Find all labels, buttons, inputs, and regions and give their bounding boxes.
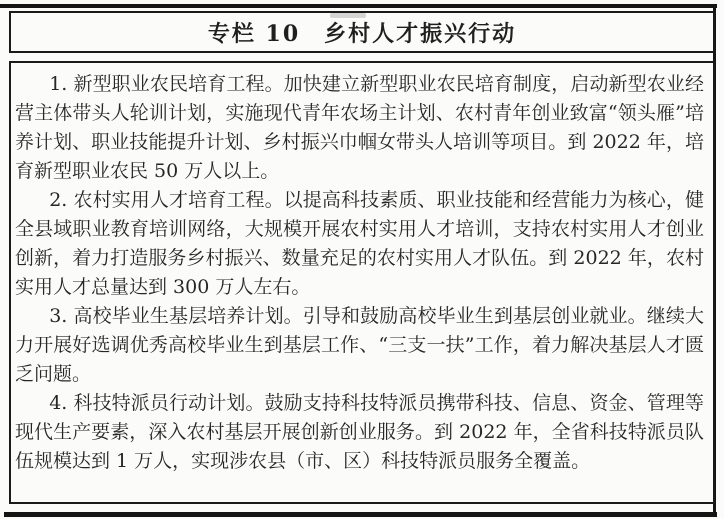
column-title-box	[9, 11, 715, 53]
top-rule-line	[0, 4, 717, 8]
bottom-rule-line	[4, 512, 717, 517]
paragraph-college-graduates-grassroots: 3. 高校毕业生基层培养计划。引导和鼓励高校毕业生到基层创业就业。继续大力开展好选调优秀高校毕业生到基层工作、“三支一扶”工作，着力解决基层人才匮乏问题。	[15, 305, 704, 385]
column-title: 专栏 10 乡村人才振兴行动	[207, 20, 517, 47]
column-body-box	[9, 61, 715, 504]
paragraph-rural-practical-talents: 2. 农村实用人才培育工程。以提高科技素质、职业技能和经营能力为核心，健全县域职业教育培训网络，大规模开展农村实用人才培训，支持农村实用人才创业创新，着力打造服务乡村振兴、数量充足的农村实用人才队伍。到 2022 年，农村实用人才总量达到 300 万人左右。	[15, 189, 704, 298]
paragraph-science-tech-commissioners: 4. 科技特派员行动计划。鼓励支持科技特派员携带科技、信息、资金、管理等现代生产要素，深入农村基层开展创新创业服务。到 2022 年，全省科技特派员队伍规模达到 1 万人，实现涉农县（市、区）科技特派员服务全覆盖。	[15, 392, 704, 472]
paragraph-new-type-professional-farmers: 1. 新型职业农民培育工程。加快建立新型职业农民培育制度，启动新型农业经营主体带头人轮训计划，实施现代青年农场主计划、农村青年创业致富“领头雁”培养计划、职业技能提升计划、乡村振兴巾帼女带头人培训等项目。到 2022 年，培育新型职业农民 50 万人以上。	[15, 73, 704, 182]
